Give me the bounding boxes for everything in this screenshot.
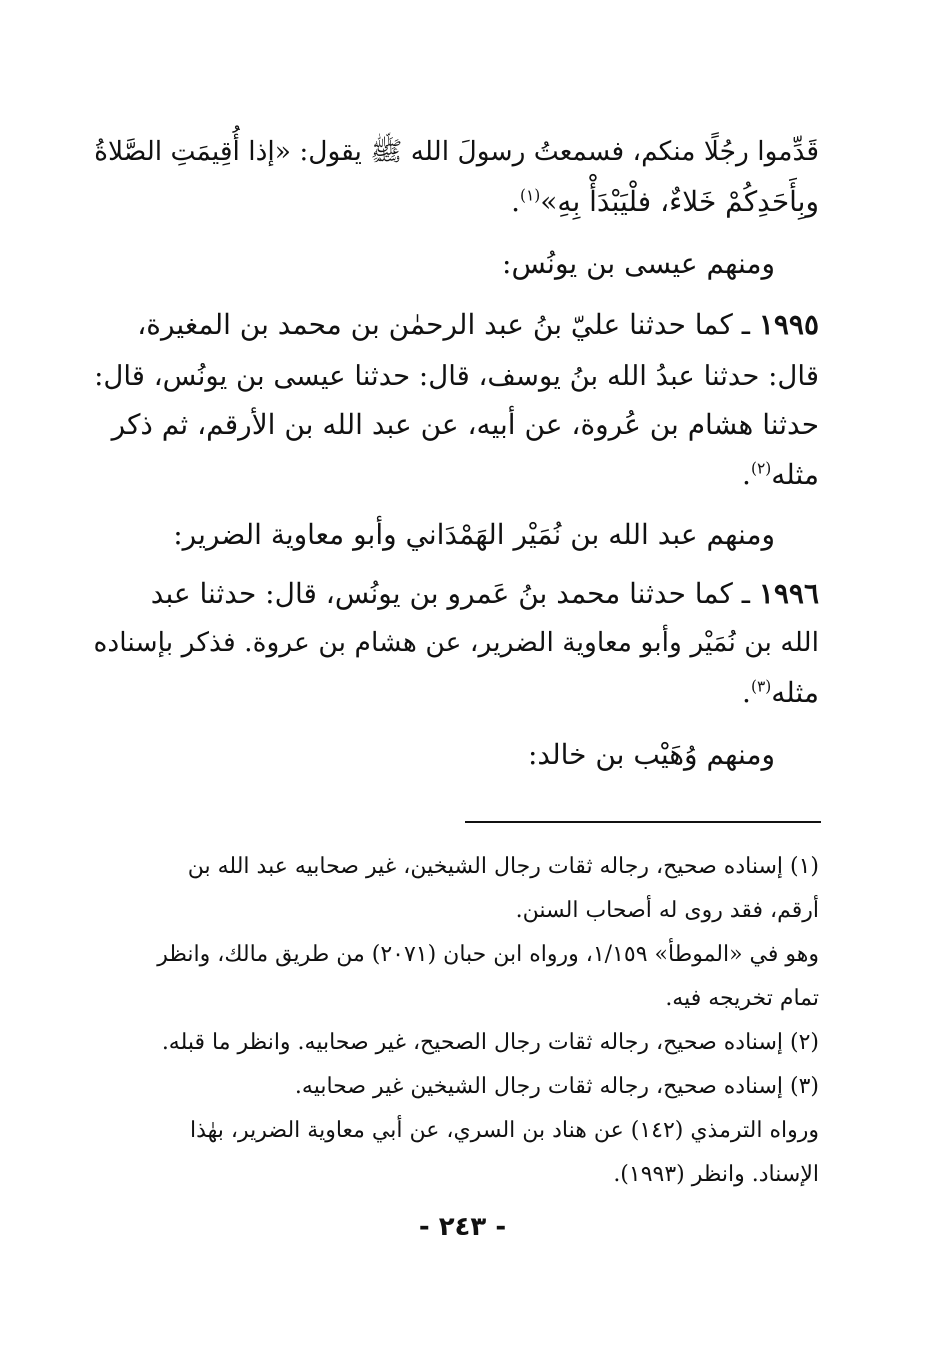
footnote-separator [465,821,821,823]
footnote-line [162,1027,819,1059]
footnote-line [516,895,819,927]
page-number: - ٢٤٣ - [418,1212,507,1242]
hadith-1996-line [151,574,819,614]
footnote-line [188,851,819,883]
footnote-text: (٢) إسناده صحيح، رجاله ثقات رجال الصحيح، غير صحابيه. وانظر ما قبله. [161,1030,819,1055]
text-line-content: قَدِّموا رجُلًا منكم، فسمعتُ رسولَ الله ﷺ يقول: «إذا أُقِيمَتِ الصَّلاةُ [94,136,819,167]
text-line-content: ـ كما حدثنا عليّ بنُ عبد الرحمٰن بن محمد بن المغيرة، [137,308,759,341]
hadith-number: ١٩٩٥ [758,308,819,341]
hadith-number: ١٩٩٦ [758,577,819,610]
text-line [94,356,819,396]
text-line-content: قال: حدثنا عبدُ الله بنُ يوسف، قال: حدثنا عيسى بن يونُس، قال: [94,360,819,392]
text-line-content: ـ كما حدثنا محمد بنُ عَمرو بن يونُس، قال: حدثنا عبد [150,577,759,610]
section-heading-text: ومنهم وُهَيْب بن خالد: [527,738,775,771]
footnote-line [295,1071,819,1103]
text-line-end: . [742,458,751,491]
footnote-ref: (١) [519,186,541,205]
hadith-1995-line [137,305,819,345]
footnote-text: (٣) إسناده صحيح، رجاله ثقات رجال الشيخين غير صحابيه. [294,1074,819,1099]
section-heading [528,735,775,775]
text-line [94,132,819,172]
text-line-content: وبِأَحَدِكُمْ خَلاءٌ، فلْيَبْدَأْ بِهِ» [540,185,819,218]
text-line-content: حدثنا هشام بن عُروة، عن أبيه، عن عبد الله بن الأرقم، ثم ذكر [111,408,819,441]
text-line-content: الله بن نُمَيْر وأبو معاوية الضرير، عن هشام بن عروة. فذكر بإسناده [93,627,819,658]
footnote-text: ورواه الترمذي (١٤٢) عن هناد بن السري، عن أبي معاوية الضرير، بهٰذا [189,1118,819,1143]
section-heading-text: ومنهم عبد الله بن نُمَيْر الهَمْدَاني وأبو معاوية الضرير: [173,518,775,551]
text-line-end: . [511,185,520,218]
section-heading [502,244,775,284]
footnote-text: (١) إسناده صحيح، رجاله ثقات رجال الشيخين، غير صحابيه عبد الله بن [187,854,819,879]
footnote-line [157,939,819,971]
footnote-line [190,1115,819,1147]
footnote-text: أرقم، فقد روى له أصحاب السنن. [515,898,819,923]
footnote-line [665,983,819,1015]
text-line [511,182,819,222]
footnote-line [613,1159,819,1191]
text-line-end: . [742,676,751,709]
text-line [742,673,819,713]
section-heading-text: ومنهم عيسى بن يونُس: [502,247,775,280]
text-line [742,455,819,495]
text-line-content: مثله [771,458,819,491]
text-line [112,405,819,445]
footnote-text: تمام تخريجه فيه. [665,986,819,1011]
text-line [93,623,819,663]
section-heading [173,515,775,555]
footnote-ref: (٢) [750,459,772,478]
footnote-text: الإسناد. وانظر (١٩٩٣). [613,1162,819,1187]
footnote-text: وهو في «الموطأ» ١/١٥٩، ورواه ابن حبان (٢٠٧١) من طريق مالك، وانظر [157,942,819,967]
footnote-ref: (٣) [750,677,772,696]
text-line-content: مثله [771,676,819,709]
